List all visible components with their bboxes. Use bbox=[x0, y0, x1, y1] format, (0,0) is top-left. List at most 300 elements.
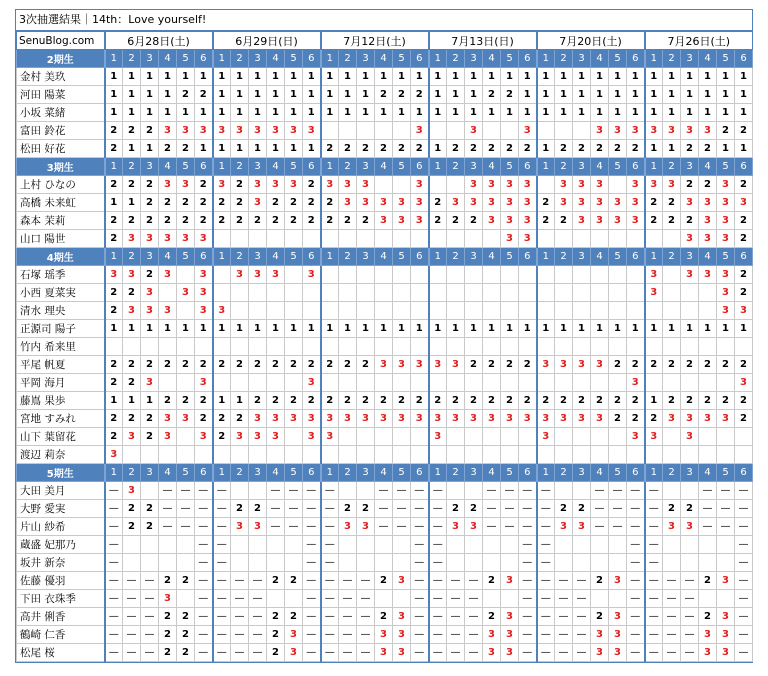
result-cell: — bbox=[627, 482, 645, 500]
result-cell bbox=[321, 374, 339, 392]
result-cell: 3 bbox=[699, 122, 717, 140]
result-cell bbox=[123, 536, 141, 554]
result-cell: 3 bbox=[213, 302, 231, 320]
result-cell: — bbox=[195, 608, 213, 626]
result-cell: 3 bbox=[447, 410, 465, 428]
result-cell: 2 bbox=[105, 122, 123, 140]
result-cell: 3 bbox=[357, 518, 375, 536]
result-cell: 3 bbox=[699, 194, 717, 212]
result-cell: 1 bbox=[411, 68, 429, 86]
result-cell: 2 bbox=[357, 392, 375, 410]
result-cell bbox=[681, 284, 699, 302]
result-cell: 2 bbox=[663, 500, 681, 518]
slot-number: 3 bbox=[357, 50, 375, 68]
result-cell: 2 bbox=[213, 212, 231, 230]
slot-number: 2 bbox=[663, 50, 681, 68]
result-cell bbox=[447, 176, 465, 194]
result-cell: — bbox=[321, 572, 339, 590]
result-cell bbox=[609, 176, 627, 194]
result-cell: 2 bbox=[231, 410, 249, 428]
slot-number: 6 bbox=[195, 464, 213, 482]
result-cell: — bbox=[339, 644, 357, 662]
result-cell bbox=[483, 302, 501, 320]
result-cell bbox=[411, 302, 429, 320]
result-cell: — bbox=[537, 590, 555, 608]
result-cell bbox=[393, 302, 411, 320]
result-cell: 1 bbox=[123, 68, 141, 86]
result-cell: 3 bbox=[555, 176, 573, 194]
date-header: 7月20日(土) bbox=[537, 32, 645, 50]
result-cell: 3 bbox=[717, 230, 735, 248]
result-cell: — bbox=[735, 518, 753, 536]
slot-number: 2 bbox=[339, 248, 357, 266]
slot-number: 4 bbox=[699, 248, 717, 266]
result-cell bbox=[699, 374, 717, 392]
result-cell bbox=[717, 338, 735, 356]
result-cell: — bbox=[735, 536, 753, 554]
result-cell bbox=[447, 230, 465, 248]
result-cell bbox=[249, 302, 267, 320]
result-cell bbox=[555, 428, 573, 446]
result-cell: — bbox=[321, 608, 339, 626]
result-cell: 1 bbox=[285, 68, 303, 86]
result-cell: 1 bbox=[303, 104, 321, 122]
result-cell: 3 bbox=[285, 644, 303, 662]
result-cell: — bbox=[195, 626, 213, 644]
result-cell: 3 bbox=[357, 176, 375, 194]
result-cell bbox=[645, 338, 663, 356]
result-cell bbox=[357, 284, 375, 302]
result-cell: 3 bbox=[699, 212, 717, 230]
result-cell: 2 bbox=[645, 212, 663, 230]
result-cell: 3 bbox=[627, 428, 645, 446]
result-cell bbox=[483, 374, 501, 392]
result-cell: 2 bbox=[159, 572, 177, 590]
result-cell: 1 bbox=[195, 104, 213, 122]
result-cell: — bbox=[627, 644, 645, 662]
result-cell: 3 bbox=[555, 356, 573, 374]
result-cell: 3 bbox=[429, 428, 447, 446]
result-cell: 2 bbox=[645, 410, 663, 428]
result-cell: — bbox=[447, 590, 465, 608]
slot-number: 5 bbox=[177, 464, 195, 482]
result-cell: 2 bbox=[177, 194, 195, 212]
result-cell bbox=[339, 122, 357, 140]
result-cell bbox=[591, 302, 609, 320]
result-cell: 3 bbox=[375, 410, 393, 428]
result-cell: 3 bbox=[645, 176, 663, 194]
result-cell: 1 bbox=[735, 104, 753, 122]
result-cell: 2 bbox=[321, 212, 339, 230]
slot-number: 3 bbox=[249, 248, 267, 266]
slot-number: 1 bbox=[105, 248, 123, 266]
result-cell: — bbox=[519, 482, 537, 500]
result-cell: 1 bbox=[429, 68, 447, 86]
result-cell: 1 bbox=[285, 104, 303, 122]
result-cell: 1 bbox=[159, 86, 177, 104]
result-cell bbox=[285, 554, 303, 572]
result-cell bbox=[519, 338, 537, 356]
result-cell bbox=[105, 338, 123, 356]
result-cell: 2 bbox=[141, 410, 159, 428]
result-cell: 2 bbox=[357, 356, 375, 374]
result-cell: 2 bbox=[537, 194, 555, 212]
result-cell bbox=[483, 536, 501, 554]
slot-number: 6 bbox=[303, 50, 321, 68]
result-cell: 1 bbox=[717, 104, 735, 122]
result-cell bbox=[339, 554, 357, 572]
slot-number: 3 bbox=[681, 464, 699, 482]
result-cell: 3 bbox=[717, 284, 735, 302]
slot-number: 6 bbox=[303, 158, 321, 176]
result-cell bbox=[555, 230, 573, 248]
result-cell bbox=[501, 536, 519, 554]
result-cell: 1 bbox=[321, 68, 339, 86]
result-cell bbox=[429, 302, 447, 320]
result-cell bbox=[591, 536, 609, 554]
result-cell bbox=[501, 266, 519, 284]
result-cell: — bbox=[573, 644, 591, 662]
result-cell: 1 bbox=[699, 104, 717, 122]
result-cell: 1 bbox=[591, 104, 609, 122]
result-cell: — bbox=[303, 590, 321, 608]
result-cell bbox=[429, 374, 447, 392]
result-cell bbox=[357, 230, 375, 248]
result-cell bbox=[555, 536, 573, 554]
result-cell bbox=[699, 428, 717, 446]
result-cell: — bbox=[735, 554, 753, 572]
result-cell: — bbox=[537, 536, 555, 554]
result-cell: 3 bbox=[195, 302, 213, 320]
result-cell bbox=[663, 266, 681, 284]
result-cell: 2 bbox=[375, 608, 393, 626]
result-cell: 1 bbox=[537, 140, 555, 158]
member-name: 片山 紗希 bbox=[17, 518, 105, 536]
member-row bbox=[17, 176, 753, 194]
result-cell: 2 bbox=[627, 140, 645, 158]
result-cell: 3 bbox=[249, 518, 267, 536]
slot-number: 1 bbox=[321, 50, 339, 68]
result-cell: 2 bbox=[627, 410, 645, 428]
result-cell bbox=[231, 446, 249, 464]
result-cell bbox=[141, 536, 159, 554]
result-cell: 3 bbox=[159, 590, 177, 608]
result-cell bbox=[609, 266, 627, 284]
result-cell: 1 bbox=[447, 320, 465, 338]
result-cell: 2 bbox=[123, 176, 141, 194]
result-cell: 3 bbox=[249, 266, 267, 284]
result-cell: — bbox=[537, 572, 555, 590]
result-cell bbox=[267, 554, 285, 572]
result-cell: 3 bbox=[375, 194, 393, 212]
result-cell: — bbox=[609, 482, 627, 500]
result-cell bbox=[249, 338, 267, 356]
result-cell: 2 bbox=[645, 356, 663, 374]
result-cell: 1 bbox=[591, 320, 609, 338]
result-cell: 1 bbox=[249, 320, 267, 338]
result-cell: 3 bbox=[501, 626, 519, 644]
result-cell bbox=[717, 554, 735, 572]
result-cell bbox=[141, 482, 159, 500]
slot-number: 5 bbox=[177, 158, 195, 176]
result-cell: 2 bbox=[735, 392, 753, 410]
result-cell: 3 bbox=[159, 410, 177, 428]
result-cell: — bbox=[645, 500, 663, 518]
result-cell: — bbox=[303, 644, 321, 662]
result-cell bbox=[285, 590, 303, 608]
result-cell: 3 bbox=[501, 572, 519, 590]
result-cell: 3 bbox=[321, 176, 339, 194]
slot-number: 2 bbox=[447, 158, 465, 176]
result-cell: — bbox=[411, 590, 429, 608]
result-cell bbox=[501, 284, 519, 302]
result-cell: 2 bbox=[267, 392, 285, 410]
result-cell: — bbox=[645, 626, 663, 644]
result-cell bbox=[393, 374, 411, 392]
member-row bbox=[17, 338, 753, 356]
result-cell: 2 bbox=[519, 392, 537, 410]
result-cell: — bbox=[627, 608, 645, 626]
result-cell bbox=[627, 284, 645, 302]
result-cell: 3 bbox=[717, 212, 735, 230]
result-cell: 2 bbox=[231, 176, 249, 194]
result-cell: 3 bbox=[501, 608, 519, 626]
result-cell bbox=[249, 536, 267, 554]
result-cell: 2 bbox=[699, 608, 717, 626]
result-cell: 3 bbox=[699, 230, 717, 248]
result-cell: 2 bbox=[591, 392, 609, 410]
slot-number: 4 bbox=[699, 464, 717, 482]
result-cell bbox=[375, 428, 393, 446]
result-cell: 2 bbox=[447, 500, 465, 518]
result-cell: 3 bbox=[447, 356, 465, 374]
result-cell: 3 bbox=[537, 428, 555, 446]
result-cell: 3 bbox=[159, 302, 177, 320]
result-cell: 1 bbox=[627, 320, 645, 338]
result-cell bbox=[591, 590, 609, 608]
slot-number: 1 bbox=[645, 248, 663, 266]
result-cell: 1 bbox=[663, 320, 681, 338]
result-cell: — bbox=[429, 644, 447, 662]
result-cell bbox=[123, 338, 141, 356]
result-cell: 3 bbox=[339, 410, 357, 428]
result-cell: 3 bbox=[591, 644, 609, 662]
result-cell: 2 bbox=[681, 212, 699, 230]
result-cell: — bbox=[609, 518, 627, 536]
result-cell: — bbox=[411, 536, 429, 554]
result-cell: 1 bbox=[447, 68, 465, 86]
result-cell bbox=[375, 122, 393, 140]
result-cell: — bbox=[609, 500, 627, 518]
slot-number: 3 bbox=[357, 158, 375, 176]
result-cell: — bbox=[537, 554, 555, 572]
result-cell: 3 bbox=[267, 176, 285, 194]
result-cell bbox=[231, 284, 249, 302]
result-cell bbox=[375, 176, 393, 194]
result-cell: — bbox=[375, 518, 393, 536]
result-cell bbox=[339, 536, 357, 554]
slot-number: 5 bbox=[501, 248, 519, 266]
result-cell: 3 bbox=[573, 194, 591, 212]
result-cell: 1 bbox=[231, 86, 249, 104]
result-cell: 3 bbox=[123, 230, 141, 248]
group-header-row bbox=[17, 464, 753, 482]
result-cell bbox=[663, 482, 681, 500]
result-cell bbox=[357, 122, 375, 140]
result-cell: 1 bbox=[141, 140, 159, 158]
member-name: 小西 夏菜実 bbox=[17, 284, 105, 302]
slot-number: 1 bbox=[429, 464, 447, 482]
slot-number: 1 bbox=[213, 50, 231, 68]
result-cell: 2 bbox=[429, 392, 447, 410]
slot-number: 4 bbox=[267, 50, 285, 68]
result-cell bbox=[321, 302, 339, 320]
result-cell bbox=[699, 302, 717, 320]
result-cell: — bbox=[141, 608, 159, 626]
result-cell: 1 bbox=[267, 140, 285, 158]
member-name: 松尾 桜 bbox=[17, 644, 105, 662]
member-row bbox=[17, 500, 753, 518]
result-cell: 3 bbox=[465, 122, 483, 140]
member-name: 小坂 菜緒 bbox=[17, 104, 105, 122]
result-cell: 3 bbox=[483, 194, 501, 212]
result-cell: 3 bbox=[609, 608, 627, 626]
result-cell: 2 bbox=[717, 392, 735, 410]
result-cell: — bbox=[555, 626, 573, 644]
result-cell: 3 bbox=[177, 410, 195, 428]
result-cell bbox=[465, 446, 483, 464]
result-cell: 2 bbox=[573, 500, 591, 518]
lottery-results-table bbox=[16, 31, 753, 662]
result-cell bbox=[393, 266, 411, 284]
result-cell: 1 bbox=[717, 320, 735, 338]
result-cell: 2 bbox=[735, 212, 753, 230]
result-cell: — bbox=[627, 500, 645, 518]
result-cell: 1 bbox=[555, 320, 573, 338]
result-cell bbox=[627, 446, 645, 464]
result-cell: — bbox=[303, 482, 321, 500]
results-table-container bbox=[15, 9, 753, 663]
member-row bbox=[17, 482, 753, 500]
result-cell bbox=[357, 482, 375, 500]
result-cell bbox=[429, 266, 447, 284]
slot-number: 1 bbox=[645, 50, 663, 68]
result-cell: 3 bbox=[663, 176, 681, 194]
slot-number: 1 bbox=[537, 464, 555, 482]
result-cell bbox=[141, 554, 159, 572]
result-cell: 2 bbox=[195, 356, 213, 374]
result-cell bbox=[483, 446, 501, 464]
result-cell: 3 bbox=[717, 176, 735, 194]
result-cell: 2 bbox=[123, 284, 141, 302]
result-cell: 1 bbox=[483, 320, 501, 338]
result-cell: 2 bbox=[141, 428, 159, 446]
slot-number: 1 bbox=[645, 464, 663, 482]
result-cell bbox=[501, 428, 519, 446]
result-cell bbox=[339, 284, 357, 302]
result-cell: 2 bbox=[159, 626, 177, 644]
result-cell bbox=[717, 590, 735, 608]
result-cell: 2 bbox=[699, 572, 717, 590]
result-cell: 3 bbox=[717, 410, 735, 428]
member-row bbox=[17, 68, 753, 86]
result-cell bbox=[609, 230, 627, 248]
result-cell: — bbox=[447, 572, 465, 590]
result-cell: — bbox=[105, 500, 123, 518]
result-cell: 2 bbox=[213, 428, 231, 446]
slot-number: 3 bbox=[249, 158, 267, 176]
member-name: 藤嶌 果歩 bbox=[17, 392, 105, 410]
result-cell: 2 bbox=[267, 194, 285, 212]
result-cell: — bbox=[627, 572, 645, 590]
slot-number: 1 bbox=[321, 464, 339, 482]
member-name: 鶴崎 仁香 bbox=[17, 626, 105, 644]
result-cell: — bbox=[303, 554, 321, 572]
slot-number: 4 bbox=[159, 248, 177, 266]
result-cell: — bbox=[411, 572, 429, 590]
result-cell: — bbox=[339, 572, 357, 590]
result-cell bbox=[339, 482, 357, 500]
result-cell: 1 bbox=[105, 392, 123, 410]
result-cell: 3 bbox=[159, 230, 177, 248]
slot-number: 1 bbox=[105, 464, 123, 482]
result-cell: — bbox=[357, 572, 375, 590]
slot-number: 5 bbox=[285, 158, 303, 176]
result-cell: 1 bbox=[339, 86, 357, 104]
result-cell: — bbox=[519, 536, 537, 554]
result-cell: 2 bbox=[339, 392, 357, 410]
member-name: 佐藤 優羽 bbox=[17, 572, 105, 590]
result-cell: 2 bbox=[123, 356, 141, 374]
result-cell: 1 bbox=[573, 104, 591, 122]
result-cell: 3 bbox=[303, 410, 321, 428]
result-cell: — bbox=[735, 590, 753, 608]
result-cell: 2 bbox=[321, 392, 339, 410]
slot-number: 1 bbox=[429, 248, 447, 266]
result-cell: 1 bbox=[519, 320, 537, 338]
result-cell: 3 bbox=[393, 608, 411, 626]
slot-number: 2 bbox=[123, 464, 141, 482]
result-cell bbox=[681, 374, 699, 392]
result-cell: 3 bbox=[645, 284, 663, 302]
slot-number: 5 bbox=[177, 50, 195, 68]
slot-number: 2 bbox=[555, 464, 573, 482]
result-cell: 1 bbox=[501, 104, 519, 122]
result-cell: 1 bbox=[141, 392, 159, 410]
member-name: 平尾 帆夏 bbox=[17, 356, 105, 374]
slot-number: 2 bbox=[339, 464, 357, 482]
result-cell: — bbox=[537, 644, 555, 662]
result-cell: 3 bbox=[591, 122, 609, 140]
result-cell: 1 bbox=[429, 140, 447, 158]
member-row bbox=[17, 554, 753, 572]
result-cell: 3 bbox=[177, 176, 195, 194]
result-cell: 1 bbox=[357, 320, 375, 338]
result-cell bbox=[519, 302, 537, 320]
result-cell: 1 bbox=[699, 86, 717, 104]
member-name: 金村 美玖 bbox=[17, 68, 105, 86]
result-cell: 1 bbox=[105, 320, 123, 338]
result-cell bbox=[375, 590, 393, 608]
result-cell: — bbox=[627, 554, 645, 572]
result-cell: 2 bbox=[483, 356, 501, 374]
generation-label: 5期生 bbox=[17, 464, 105, 482]
slot-number: 5 bbox=[609, 464, 627, 482]
result-cell bbox=[609, 374, 627, 392]
result-cell: 3 bbox=[573, 212, 591, 230]
slot-number: 6 bbox=[411, 50, 429, 68]
slot-number: 5 bbox=[393, 464, 411, 482]
